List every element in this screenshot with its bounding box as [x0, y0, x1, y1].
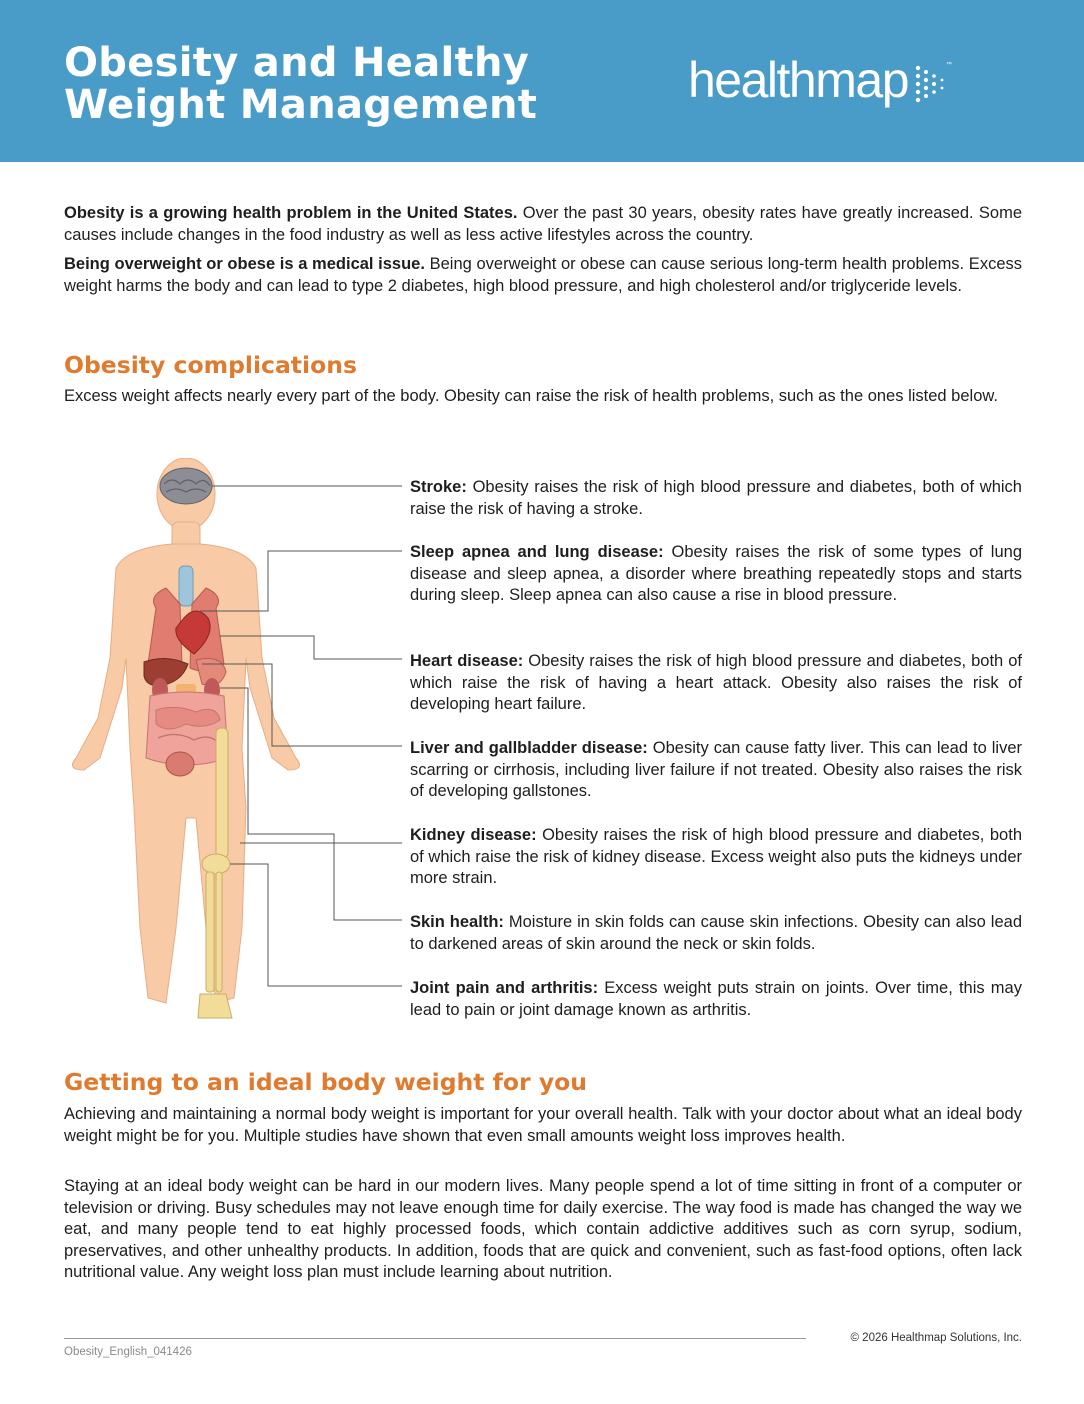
complications-heading: Obesity complications — [64, 351, 357, 379]
title-line-1: Obesity and Healthy — [64, 40, 530, 86]
complication-title: Skin health: — [410, 913, 504, 931]
complication-text: Obesity raises the risk of high blood pressure and diabetes, both of which raise the risk of having a stroke. — [410, 478, 1022, 518]
logo-trademark: ™ — [946, 62, 952, 68]
page-title — [64, 42, 624, 126]
complication-text: Obesity raises the risk of high blood pressure and diabetes, both of which raise the risk of kidney disease. Excess weight also puts the kidneys under more strain. — [410, 826, 1022, 887]
copyright-text: © 2026 Healthmap Solutions, Inc. — [850, 1332, 1022, 1344]
complication-text: Obesity can cause fatty liver. This can lead to liver scarring or cirrhosis, including liver failure if not treated. Obesity also raises the risk of developing gallstones. — [410, 739, 1023, 800]
brain-icon — [160, 468, 212, 504]
complication-text: Excess weight puts strain on joints. Over time, this may lead to pain or joint damage known as arthritis. — [410, 979, 1022, 1019]
intro-p1-bold: Obesity is a growing health problem in the United States. — [64, 204, 518, 222]
complication-text: Obesity raises the risk of high blood pressure and diabetes, both of which raise the risk of having a heart attack. Obesity also raises the risk of developing heart failure. — [410, 652, 1023, 713]
logo-dots-icon — [914, 64, 948, 104]
complication-title: Liver and gallbladder disease: — [410, 739, 648, 757]
body-organs-illustration — [56, 458, 318, 1038]
complication-stroke — [410, 477, 1022, 520]
ideal-weight-heading: Getting to an ideal body weight for you — [64, 1068, 588, 1096]
complication-title: Stroke: — [410, 478, 467, 496]
logo-wordmark: healthmap — [688, 52, 908, 108]
complication-liver — [410, 738, 1022, 803]
complication-skin — [410, 912, 1022, 955]
footer-divider — [64, 1338, 806, 1339]
trachea-icon — [179, 566, 193, 606]
intro-p2-text: Being overweight or obese can cause serious long-term health problems. Excess weight harms the body and can lead to type 2 diabetes, high blood pressure, and high cholesterol and/or triglyceride levels. — [64, 255, 1022, 295]
complication-text: Obesity raises the risk of some types of lung disease and sleep apnea, a disorder where breathing repeatedly stops and starts during sleep. Sleep apnea can also cause a rise in blood pressure. — [410, 543, 1022, 604]
intro-p1-text: Over the past 30 years, obesity rates have greatly increased. Some causes include changes in the food industry as well as less active lifestyles across the country. — [64, 204, 1022, 244]
complication-title: Joint pain and arthritis: — [410, 979, 599, 997]
complication-joint — [410, 978, 1022, 1021]
intro-paragraph-2 — [64, 254, 1022, 297]
ideal-paragraph-1: Achieving and maintaining a normal body weight is important for your overall health. Talk with your doctor about what an ideal body weight might be for you. Multiple studies have shown that even small amounts weight loss improves health. — [64, 1105, 1022, 1145]
complication-sleep-apnea — [410, 542, 1022, 607]
complication-kidney — [410, 825, 1022, 890]
bladder-icon — [166, 752, 194, 776]
ideal-paragraph-2: Staying at an ideal body weight can be hard in our modern lives. Many people spend a lot of time sitting in front of a computer or television or driving. Busy schedules may not leave enough time for daily exercise. The way food is made has changed the way we eat, and many people tend to eat highly processed foods, which contain addictive additives such as corn syrup, sodium, preservatives, and other unhealthy products. In addition, foods that are quick and convenient, such as fast-food options, often lack nutritional value. Any weight loss plan must include learning about nutrition. — [64, 1177, 1022, 1281]
complications-intro: Excess weight affects nearly every part of the body. Obesity can raise the risk of health problems, such as the ones listed below. — [64, 387, 998, 405]
intro-p2-bold: Being overweight or obese is a medical issue. — [64, 255, 425, 273]
complication-title: Sleep apnea and lung disease: — [410, 543, 664, 561]
healthmap-logo — [688, 54, 952, 114]
header-banner — [0, 0, 1084, 162]
complication-title: Heart disease: — [410, 652, 524, 670]
complication-text: Moisture in skin folds can cause skin infections. Obesity can also lead to darkened areas of skin around the neck or skin folds. — [410, 913, 1022, 953]
intro-paragraph-1 — [64, 203, 1022, 246]
complication-title: Kidney disease: — [410, 826, 537, 844]
document-code: Obesity_English_041426 — [64, 1346, 192, 1358]
complication-heart — [410, 651, 1022, 716]
title-line-2: Weight Management — [64, 82, 538, 128]
